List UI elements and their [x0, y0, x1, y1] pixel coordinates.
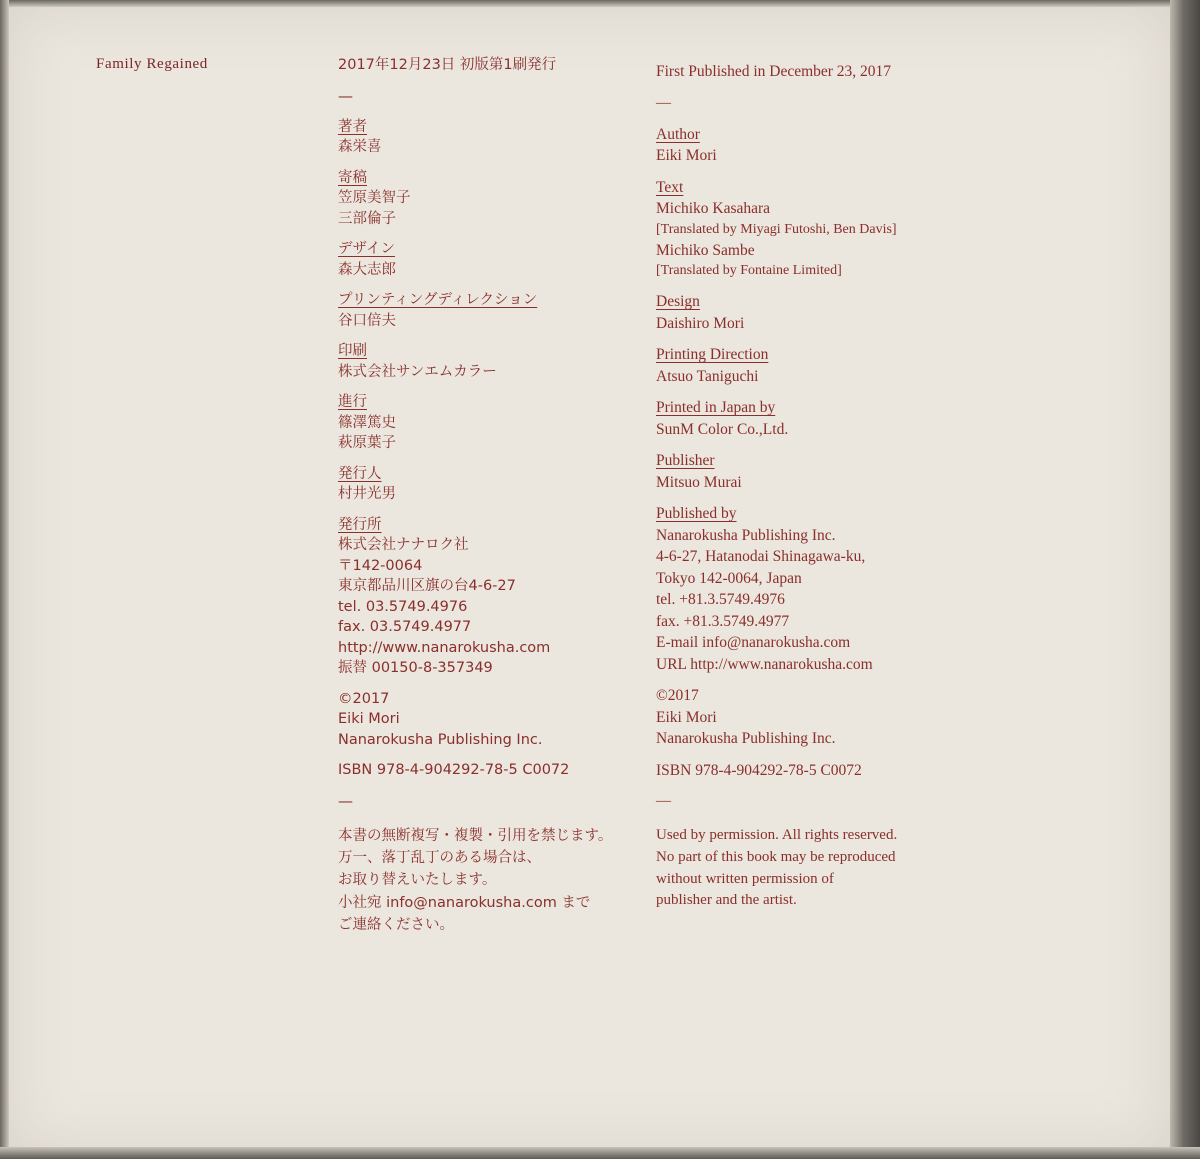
en-printer-name: SunM Color Co.,Ltd. — [656, 420, 789, 438]
en-notice-line-3: without written permission of — [656, 870, 834, 887]
jp-copyright-holder: Eiki Mori — [338, 711, 400, 727]
jp-text-contributor-2: 三部倫子 — [338, 210, 396, 227]
en-translator-credit-1: [Translated by Miyagi Futoshi, Ben Davis] — [656, 221, 897, 237]
en-address-line-2: Tokyo 142-0064, Japan — [656, 569, 802, 587]
jp-section-heading-publishing-house: 発行所 — [338, 516, 382, 533]
jp-furikae-account: 振替 00150-8-357349 — [338, 660, 493, 676]
page-edge-left — [0, 0, 9, 1159]
en-section-heading-printed-in: Printed in Japan by — [656, 399, 776, 416]
en-notice-line-1: Used by permission. All rights reserved. — [656, 827, 898, 843]
jp-postal-code: 〒142-0064 — [338, 557, 423, 574]
jp-designer-name: 森大志郎 — [338, 261, 396, 278]
jp-notice-line-3: お取り替えいたします。 — [338, 872, 497, 889]
en-section-heading-design: Design — [656, 293, 700, 310]
jp-section-heading-text: 寄稿 — [338, 169, 367, 186]
en-text-contributor-1: Michiko Kasahara — [656, 200, 771, 217]
jp-copyright-year: ©2017 — [338, 690, 390, 707]
page-edge-right — [1170, 0, 1200, 1159]
en-publication-date: First Published in December 23, 2017 — [656, 63, 892, 80]
en-section-heading-author: Author — [656, 125, 700, 143]
en-printing-director-name: Atsuo Taniguchi — [656, 367, 759, 385]
jp-address: 東京都品川区旗の台4-6-27 — [338, 578, 516, 594]
jp-section-heading-printing-direction: プリンティングディレクション — [338, 292, 538, 308]
jp-notice-line-2: 万一、落丁乱丁のある場合は、 — [338, 849, 541, 866]
jp-notice-line-1: 本書の無断複写・複製・引用を禁じます。 — [338, 827, 613, 844]
page-edge-top — [0, 0, 1200, 7]
en-section-heading-printing-direction: Printing Direction — [656, 346, 769, 363]
en-translator-credit-2: [Translated by Fontaine Limited] — [656, 263, 842, 278]
en-section-heading-text: Text — [656, 178, 684, 196]
en-fax: fax. +81.3.5749.4977 — [656, 612, 790, 630]
en-section-heading-publisher: Publisher — [656, 452, 715, 469]
jp-publication-date: 2017年12月23日 初版第1刷発行 — [338, 57, 557, 73]
jp-notice-line-5: ご連絡ください。 — [338, 917, 454, 934]
en-publisher-name: Mitsuo Murai — [656, 473, 742, 491]
jp-section-heading-printing: 印刷 — [338, 343, 367, 359]
en-copyright-year: ©2017 — [656, 687, 699, 704]
en-company-name: Nanarokusha Publishing Inc. — [656, 526, 836, 544]
jp-company-name: 株式会社ナナロク社 — [338, 537, 469, 553]
en-rule-bottom: — — [656, 793, 671, 809]
en-copyright-holder: Eiki Mori — [656, 708, 717, 726]
en-notice-line-4: publisher and the artist. — [656, 892, 797, 909]
en-website-url[interactable]: URL http://www.nanarokusha.com — [656, 655, 873, 673]
jp-legal-notice — [338, 825, 628, 937]
jp-printing-director-name: 谷口倍夫 — [338, 312, 396, 329]
en-email[interactable]: E-mail info@nanarokusha.com — [656, 634, 851, 651]
en-copyright-publisher: Nanarokusha Publishing Inc. — [656, 730, 836, 747]
en-isbn: ISBN 978-4-904292-78-5 C0072 — [656, 761, 862, 779]
english-colophon-column — [656, 64, 956, 912]
en-rule-top: — — [656, 94, 671, 111]
running-book-title: Family Regained — [96, 56, 208, 72]
jp-section-heading-publisher: 発行人 — [338, 465, 382, 482]
japanese-colophon-column — [338, 58, 628, 937]
jp-rule-top: — — [338, 86, 353, 105]
page-edge-bottom — [0, 1147, 1200, 1159]
jp-website-url[interactable]: http://www.nanarokusha.com — [338, 639, 551, 656]
en-designer-name: Daishiro Mori — [656, 314, 745, 332]
jp-telephone: tel. 03.5749.4976 — [338, 598, 468, 615]
jp-author-name: 森栄喜 — [338, 139, 382, 155]
jp-text-contributor-1: 笠原美智子 — [338, 190, 411, 206]
en-section-heading-published-by: Published by — [656, 505, 737, 522]
jp-copyright-publisher: Nanarokusha Publishing Inc. — [338, 731, 543, 748]
jp-fax: fax. 03.5749.4977 — [338, 619, 472, 635]
jp-notice-line-4: 小社宛 info@nanarokusha.com まで — [338, 894, 591, 911]
jp-isbn: ISBN 978-4-904292-78-5 C0072 — [338, 762, 570, 778]
jp-publisher-name: 村井光男 — [338, 486, 396, 502]
jp-section-heading-author: 著者 — [338, 118, 367, 135]
en-legal-notice — [656, 825, 956, 912]
en-address-line-1: 4-6-27, Hatanodai Shinagawa-ku, — [656, 548, 866, 565]
jp-rule-bottom: — — [338, 791, 353, 810]
jp-production-staff-1: 篠澤篤史 — [338, 414, 396, 431]
jp-section-heading-production: 進行 — [338, 394, 367, 410]
en-text-contributor-2: Michiko Sambe — [656, 241, 755, 259]
en-author-name: Eiki Mori — [656, 147, 717, 164]
jp-printer-name: 株式会社サンエムカラー — [338, 363, 497, 380]
en-telephone: tel. +81.3.5749.4976 — [656, 591, 785, 608]
jp-section-heading-design: デザイン — [338, 241, 395, 257]
en-notice-line-2: No part of this book may be reproduced — [656, 848, 896, 865]
paper-surface — [8, 6, 1170, 1154]
jp-production-staff-2: 萩原葉子 — [338, 435, 396, 451]
